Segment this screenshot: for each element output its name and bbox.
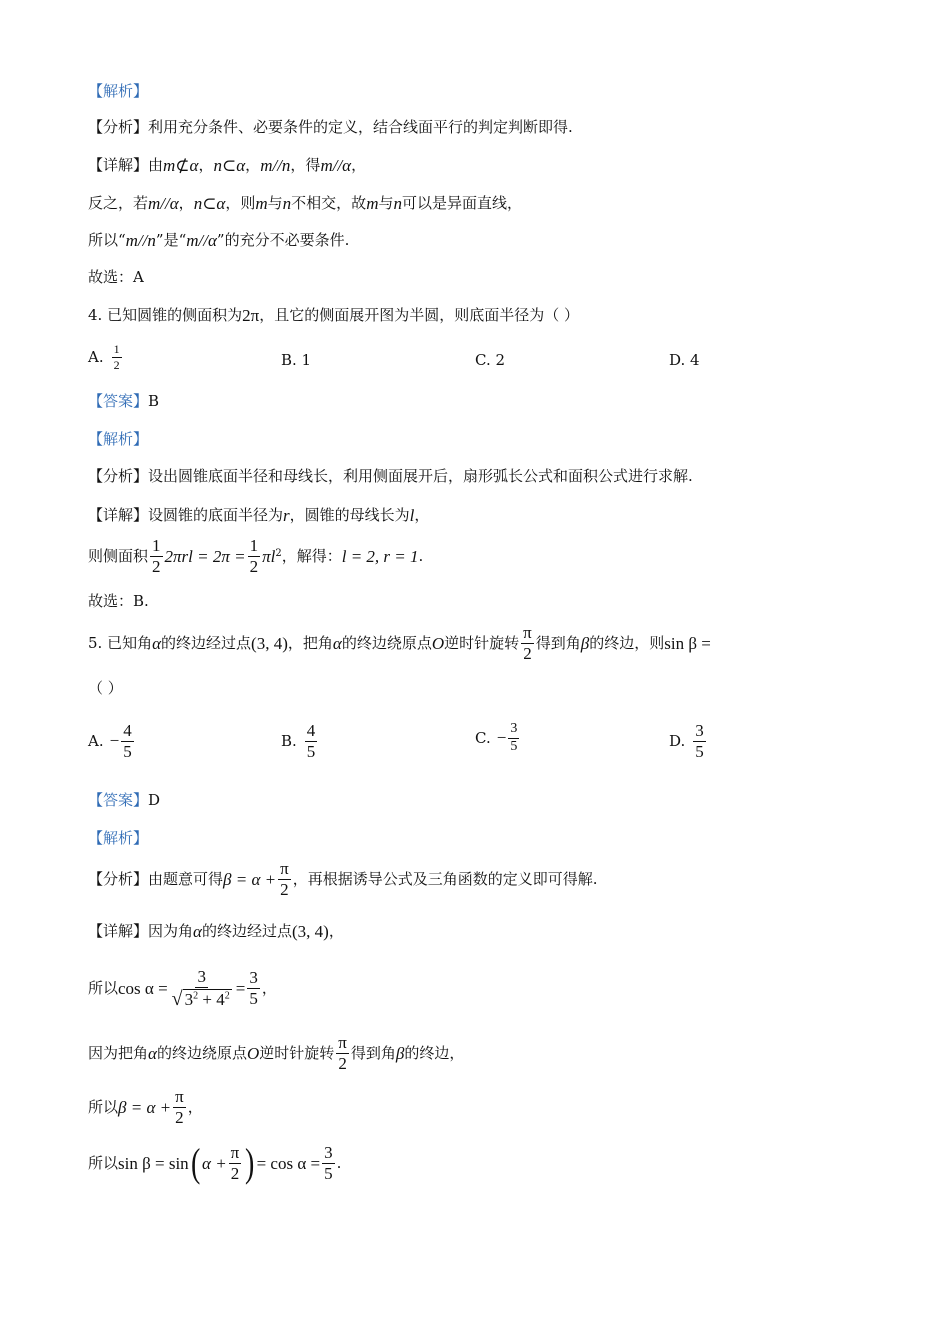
analysis-line	[88, 120, 573, 135]
text: 可以是异面直线，	[401, 194, 522, 212]
fraction	[247, 969, 260, 1008]
text: 反之，若	[88, 194, 149, 212]
denominator: 2	[152, 556, 161, 576]
question-4-stem	[88, 307, 579, 324]
section-tag: 【详解】	[88, 156, 149, 174]
detail-line	[88, 968, 277, 1009]
analysis-heading	[88, 432, 148, 447]
denominator: 2	[113, 357, 120, 372]
section-tag: 【分析】	[88, 467, 149, 485]
text: ，	[414, 506, 430, 524]
option-label: C.	[475, 729, 491, 748]
denominator: 2	[249, 556, 259, 576]
math: m//α	[320, 156, 352, 175]
text: ，解得：	[281, 546, 342, 565]
text: ，	[351, 156, 367, 174]
math: sin β = sin	[118, 1153, 189, 1173]
denominator	[170, 988, 234, 1009]
text: ，	[187, 1097, 203, 1116]
text: 所以	[88, 978, 119, 997]
answer-line	[88, 793, 160, 808]
text: 得到角	[535, 633, 581, 652]
numerator: 1	[113, 342, 120, 356]
option-c	[475, 722, 521, 754]
option-d	[669, 722, 708, 761]
option-label: B. 1	[281, 351, 312, 369]
section-tag: 【解析】	[88, 829, 149, 847]
text: 4. 已知圆锥的侧面积为	[88, 306, 243, 324]
math: n	[393, 194, 402, 213]
superscript: 2	[193, 990, 199, 1002]
sign: −	[109, 731, 120, 751]
text: （ ）	[88, 679, 123, 697]
text: ，圆锥的母线长为	[289, 506, 410, 524]
text: 所以	[88, 1153, 119, 1172]
text: 因为把角	[88, 1043, 149, 1062]
text: 的终边，	[404, 1043, 465, 1062]
option-label: B.	[281, 732, 297, 751]
text: 逆时针旋转	[259, 1043, 335, 1062]
text: 的终边经过点	[161, 633, 252, 652]
detail-line	[88, 232, 349, 249]
option-c	[475, 351, 505, 369]
text: 的终边绕原点	[156, 1043, 247, 1062]
left-paren: (	[190, 1140, 201, 1185]
denominator: 2	[230, 1163, 240, 1183]
math: (3, 4)	[251, 633, 288, 653]
math: α	[193, 922, 202, 941]
numerator: π	[230, 1142, 240, 1162]
math: n	[282, 194, 292, 213]
math: 2π	[242, 306, 260, 325]
text: 因为角	[148, 922, 194, 940]
denominator: 5	[249, 988, 258, 1008]
math: sin β =	[664, 633, 711, 653]
fraction	[322, 1144, 335, 1183]
denominator: 2	[338, 1053, 347, 1073]
math: 2πrl = 2π =	[164, 546, 246, 566]
math: (3, 4)	[291, 922, 329, 941]
base: 3	[184, 989, 194, 1009]
math: l	[409, 506, 415, 525]
math: α	[332, 633, 342, 653]
option-b	[281, 351, 311, 369]
analysis-heading	[88, 84, 148, 99]
analysis-heading	[88, 831, 148, 846]
text: ，	[261, 978, 277, 997]
numerator: 3	[249, 968, 258, 988]
text: 由题意可得	[148, 869, 224, 888]
math: n⊂α	[193, 194, 226, 213]
option-label: A.	[88, 732, 104, 751]
answer-choice-line	[88, 594, 149, 609]
detail-line	[88, 537, 423, 576]
denominator: 5	[123, 741, 132, 761]
denominator: 5	[695, 741, 704, 761]
text: 5. 已知角	[88, 633, 153, 652]
fraction	[112, 343, 122, 371]
math: l = 2, r = 1	[341, 546, 419, 566]
math: =	[235, 978, 246, 998]
question-5-paren	[88, 681, 123, 696]
math: α +	[202, 1153, 227, 1173]
detail-line	[88, 507, 429, 524]
detail-line	[88, 1140, 342, 1185]
text: + 4	[198, 989, 225, 1009]
math: β	[395, 1043, 405, 1063]
option-a	[88, 343, 124, 371]
option-a	[88, 722, 136, 761]
text: ，且它的侧面展开图为半圆，则底面半径为（ ）	[259, 306, 579, 324]
numerator: 1	[249, 536, 259, 555]
fraction	[693, 722, 706, 761]
math: α	[148, 1043, 157, 1063]
section-tag: 【解析】	[88, 82, 149, 100]
question-5-stem	[88, 624, 711, 663]
detail-line	[88, 923, 344, 940]
square-root: √ $3^2 + 4^2$	[171, 987, 230, 1010]
math: m//n	[125, 231, 156, 250]
text: D	[148, 791, 161, 809]
option-d	[669, 351, 700, 369]
detail-line	[88, 195, 522, 212]
math: m	[255, 194, 268, 213]
numerator: 4	[123, 721, 132, 740]
math: = cos α =	[256, 1153, 321, 1173]
answer-line	[88, 394, 159, 409]
denominator: 5	[324, 1163, 333, 1183]
section-tag: 【详解】	[88, 506, 149, 524]
text: 与	[378, 194, 394, 212]
fraction	[248, 537, 261, 576]
math: cos α =	[118, 978, 168, 998]
text: 得到角	[350, 1043, 396, 1062]
text: ，	[178, 194, 194, 212]
answer-choice-line	[88, 270, 144, 285]
text: 与	[267, 194, 283, 212]
text: ，	[245, 156, 261, 174]
option-label: D.	[669, 732, 686, 751]
fraction	[305, 722, 318, 761]
superscript: 2	[275, 548, 282, 559]
detail-line	[88, 1088, 203, 1127]
fraction	[229, 1144, 242, 1183]
numerator: π	[523, 623, 532, 642]
numerator: π	[175, 1087, 184, 1106]
fraction	[150, 537, 163, 576]
section-tag: 【详解】	[88, 922, 149, 940]
math: m	[366, 194, 379, 213]
numerator: 3	[695, 721, 704, 740]
section-tag: 【答案】	[88, 392, 149, 410]
text: 逆时针旋转	[444, 633, 520, 652]
text: 的终边，则	[589, 633, 665, 652]
math: β	[580, 633, 590, 653]
denominator: 5	[306, 741, 316, 761]
math: β = α +	[223, 869, 277, 889]
denominator: 2	[280, 879, 289, 899]
fraction	[170, 968, 234, 1009]
text: 利用充分条件、必要条件的定义，结合线面平行的判定判断即得.	[148, 118, 573, 136]
fraction	[508, 722, 519, 754]
math: α	[152, 633, 162, 653]
numerator: π	[280, 859, 289, 878]
text: B	[148, 392, 160, 410]
fraction	[173, 1088, 186, 1127]
detail-line	[88, 1034, 464, 1073]
math: m//α	[186, 231, 217, 250]
numerator: π	[338, 1033, 347, 1052]
text: 则侧面积	[88, 546, 149, 565]
option-label: D. 4	[669, 351, 700, 369]
text: 故选：B.	[88, 592, 149, 610]
sign: −	[496, 728, 507, 748]
option-label: C. 2	[475, 351, 506, 369]
numerator: 3	[197, 967, 206, 986]
text: 不相交，故	[291, 194, 367, 212]
math: m//n	[260, 156, 291, 175]
math: n⊂α	[213, 156, 246, 175]
text: ”的充分不必要条件.	[216, 231, 350, 249]
right-paren: )	[245, 1140, 255, 1185]
text: 故选：A	[88, 268, 144, 286]
option-b	[281, 722, 319, 761]
section-tag: 【解析】	[88, 430, 149, 448]
text: 设圆锥的底面半径为	[148, 506, 284, 524]
fraction	[121, 722, 134, 761]
math: πl	[262, 546, 276, 566]
superscript: 2	[224, 990, 230, 1002]
denominator: 2	[523, 643, 532, 663]
analysis-line	[88, 860, 598, 899]
text: 所以“	[88, 231, 126, 249]
math: m⊄α	[163, 156, 199, 175]
numerator: 1	[152, 536, 161, 555]
denominator: 2	[175, 1107, 184, 1127]
text: 所以	[88, 1097, 119, 1116]
text: 的终边绕原点	[341, 633, 432, 652]
text: .	[336, 1153, 342, 1172]
text: 设出圆锥底面半径和母线长，利用侧面展开后，扇形弧长公式和面积公式进行求解.	[148, 467, 693, 485]
text: ，	[198, 156, 214, 174]
section-tag: 【分析】	[88, 118, 149, 136]
fraction	[278, 860, 291, 899]
detail-line	[88, 157, 366, 174]
text: ，再根据诱导公式及三角函数的定义即可得解.	[292, 869, 598, 888]
text: ，	[328, 922, 344, 940]
numerator: 3	[508, 722, 519, 739]
text: ，把角	[287, 633, 333, 652]
fraction	[336, 1034, 349, 1073]
option-label: A.	[88, 348, 104, 367]
text: 的终边经过点	[201, 922, 292, 940]
section-tag: 【答案】	[88, 791, 149, 809]
math: r	[283, 506, 290, 525]
denominator: 5	[510, 738, 518, 754]
math: m//α	[148, 194, 179, 213]
text: ”是“	[155, 231, 187, 249]
section-tag: 【分析】	[88, 869, 149, 888]
fraction	[521, 624, 534, 663]
math: O	[431, 633, 445, 653]
text: ，得	[290, 156, 321, 174]
math: β = α +	[118, 1097, 172, 1117]
numerator: 3	[324, 1142, 333, 1162]
text: ，则	[225, 194, 256, 212]
numerator: 4	[306, 721, 316, 740]
analysis-line	[88, 469, 693, 484]
text: .	[418, 546, 424, 565]
math: O	[246, 1043, 260, 1063]
text: 由	[148, 156, 164, 174]
